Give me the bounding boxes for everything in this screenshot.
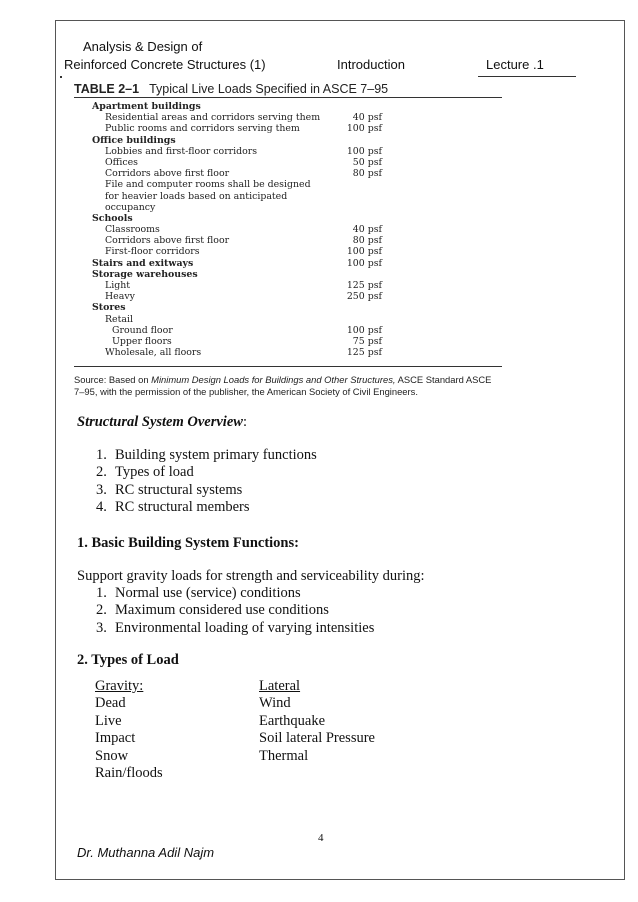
gravity-load-item: Impact — [95, 730, 136, 747]
source-italic: Minimum Design Loads for Buildings and Other Structures, — [151, 374, 396, 385]
header-underline — [478, 76, 576, 77]
source-suffix: ASCE Standard ASCE 7–95, with the permission of the publisher, the American Society of Civil Engineers. — [74, 374, 492, 397]
table-label: TABLE 2–1 — [74, 82, 140, 96]
header-course: Reinforced Concrete Structures (1) — [64, 57, 266, 72]
table-row — [92, 157, 382, 168]
table-category-row — [92, 135, 382, 146]
footer-author: Dr. Muthanna Adil Najm — [77, 845, 215, 860]
table-row-label: Schools — [92, 212, 133, 224]
source-prefix: Source: Based on — [74, 374, 152, 385]
table-row-value: 125 psf — [346, 280, 382, 291]
table-row-label: Corridors above first floor — [105, 168, 230, 180]
table-row-label: Public rooms and corridors serving them — [105, 123, 300, 135]
table-row-label: occupancy — [105, 201, 156, 213]
table-row — [92, 325, 382, 336]
table-row-value: 50 psf — [352, 156, 382, 168]
gravity-column — [95, 678, 163, 782]
list-number: 1. — [96, 585, 107, 601]
table-row — [92, 202, 382, 213]
table-row-label: Stores — [92, 302, 126, 314]
list-number: 2. — [96, 464, 107, 481]
overview-title-text: Structural System Overview — [77, 414, 243, 430]
overview-list — [96, 447, 317, 516]
table-row — [92, 123, 382, 134]
table-row-label: Office buildings — [92, 134, 176, 146]
table-row-value: 100 psf — [346, 257, 382, 269]
list-number: 4. — [96, 498, 107, 515]
list-number: 3. — [96, 619, 107, 636]
list-item — [96, 585, 374, 602]
lateral-header: Lateral — [259, 678, 301, 694]
table-category-row — [92, 269, 382, 280]
table-category-row — [92, 302, 382, 313]
section2-heading: 2. Types of Load — [77, 652, 179, 668]
table-row-value: 100 psf — [346, 324, 382, 336]
list-number: 3. — [96, 481, 107, 498]
table-category-row — [92, 213, 382, 224]
table-row-value: 100 psf — [346, 145, 382, 157]
table-row-label: First-floor corridors — [105, 246, 200, 258]
table-row — [92, 168, 382, 179]
table-row — [92, 146, 382, 157]
table-row-label: for heavier loads based on anticipated — [105, 190, 288, 202]
table-row — [92, 336, 382, 347]
table-row-label: Upper floors — [112, 335, 172, 347]
table-row-label: File and computer rooms shall be designed — [105, 179, 311, 191]
list-item — [96, 499, 317, 516]
list-text: RC structural members — [115, 498, 250, 515]
table-row-label: Storage warehouses — [92, 268, 198, 280]
table-row-label: Wholesale, all floors — [105, 347, 202, 359]
table-row-value: 80 psf — [352, 168, 382, 180]
table-row-label: Apartment buildings — [92, 101, 201, 112]
list-item — [96, 602, 374, 619]
overview-title — [77, 414, 247, 431]
lateral-load-item: Soil lateral Pressure — [259, 730, 375, 747]
list-text: Building system primary functions — [115, 447, 317, 463]
table-row — [92, 112, 382, 123]
table-row-label: Retail — [105, 313, 133, 325]
table-bottom-rule — [74, 366, 502, 367]
section1-heading: 1. Basic Building System Functions: — [77, 535, 299, 551]
list-text: Normal use (service) conditions — [115, 585, 301, 601]
list-text: Types of load — [115, 464, 194, 481]
section1-list — [96, 585, 374, 637]
table-row-label: Heavy — [105, 291, 135, 303]
list-number: 1. — [96, 447, 107, 463]
header-topic: Introduction — [337, 57, 405, 72]
table-row-label: Classrooms — [105, 224, 160, 236]
table-row — [92, 314, 382, 325]
table-row-value: 40 psf — [352, 224, 382, 236]
table-row — [92, 191, 382, 202]
section1-intro: Support gravity loads for strength and serviceability during: — [77, 568, 425, 584]
table-row-label: Offices — [105, 156, 138, 168]
header-mark — [60, 76, 62, 78]
page-number: 4 — [318, 832, 324, 844]
table-row — [92, 235, 382, 246]
lateral-load-item: Wind — [259, 695, 291, 712]
gravity-load-item: Snow — [95, 747, 129, 764]
table-row — [92, 280, 382, 291]
list-number: 2. — [96, 602, 107, 619]
gravity-load-item: Rain/floods — [95, 765, 163, 782]
lateral-load-item: Earthquake — [259, 712, 326, 729]
list-item — [96, 447, 317, 464]
table-row-label: Ground floor — [112, 324, 173, 336]
table-category-row — [92, 101, 382, 112]
table-row — [92, 179, 382, 190]
table-caption — [74, 82, 388, 96]
gravity-load-item: Live — [95, 712, 122, 729]
gravity-header: Gravity: — [95, 678, 144, 694]
table-row-label: Stairs and exitways — [92, 257, 194, 269]
gravity-load-item: Dead — [95, 695, 126, 712]
table-category-row — [92, 258, 382, 269]
table-row-label: Lobbies and first-floor corridors — [105, 145, 258, 157]
list-item — [96, 464, 317, 481]
table-row-label: Light — [105, 280, 131, 291]
table-row-label: Corridors above first floor — [105, 235, 230, 247]
table-row-value: 250 psf — [346, 291, 382, 303]
table-row-label: Residential areas and corridors serving them — [105, 112, 321, 124]
table-row-value: 40 psf — [352, 112, 382, 124]
list-text: RC structural systems — [115, 481, 243, 498]
lateral-load-item: Thermal — [259, 747, 309, 764]
table-row — [92, 246, 382, 257]
table-row-value: 100 psf — [346, 123, 382, 135]
table-title: Typical Live Loads Specified in ASCE 7–95 — [149, 82, 389, 96]
list-item — [96, 620, 374, 637]
live-load-table — [92, 101, 382, 358]
lateral-column — [259, 678, 375, 765]
table-row — [92, 347, 382, 358]
table-row-value: 80 psf — [352, 235, 382, 247]
list-text: Maximum considered use conditions — [115, 602, 329, 619]
list-item — [96, 482, 317, 499]
table-row — [92, 224, 382, 235]
table-row — [92, 291, 382, 302]
overview-title-colon: : — [242, 414, 247, 430]
table-row-value: 100 psf — [346, 246, 382, 258]
table-row-value: 125 psf — [346, 347, 382, 359]
table-row-value: 75 psf — [352, 335, 382, 347]
list-text: Environmental loading of varying intensities — [115, 619, 375, 636]
header-line1: Analysis & Design of — [83, 39, 203, 54]
table-top-rule — [74, 97, 502, 98]
table-source — [74, 374, 504, 398]
header-lecture: Lecture .1 — [486, 57, 544, 72]
